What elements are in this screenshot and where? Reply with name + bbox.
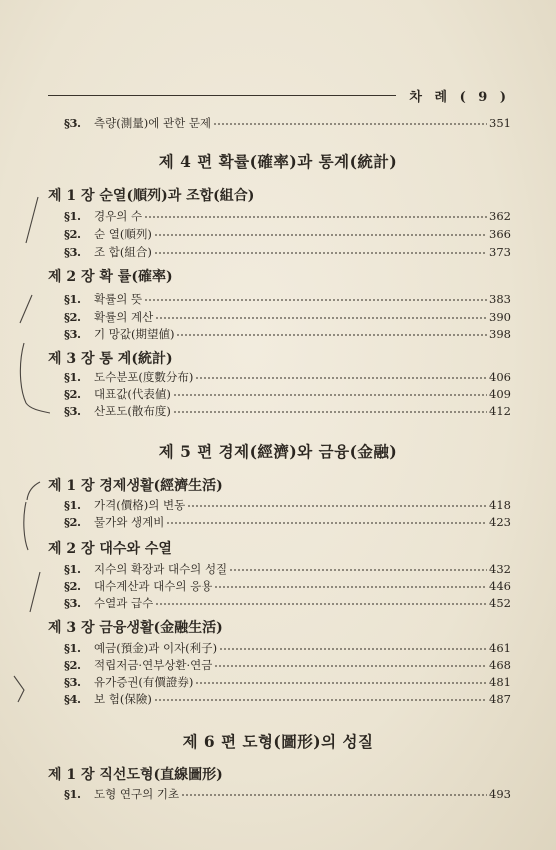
section-number: §3. — [64, 116, 81, 130]
toc-entry — [64, 596, 511, 611]
toc-entry — [64, 515, 511, 530]
chapter-heading: 제 1 장 순열(順列)과 조합(組合) — [48, 188, 255, 204]
dot-leader — [213, 120, 487, 128]
dot-leader — [166, 519, 487, 527]
section-title: 수열과 급수 — [94, 596, 154, 610]
page-number: 487 — [489, 692, 511, 706]
part-heading: 제 5 편 경제(經濟)와 금융(金融) — [158, 442, 398, 461]
section-number: §2. — [64, 227, 81, 241]
page-number: 362 — [489, 209, 511, 223]
page-number: 423 — [489, 515, 511, 529]
toc-entry — [64, 562, 511, 577]
dot-leader — [219, 645, 487, 653]
chapter-heading: 제 3 장 금융생활(金融生活) — [48, 620, 223, 636]
header-rule — [48, 95, 396, 96]
section-number: §2. — [64, 658, 81, 672]
page-number: 418 — [489, 498, 511, 512]
section-number: §1. — [64, 787, 81, 801]
dot-leader — [173, 408, 487, 416]
page-number: 383 — [489, 292, 511, 306]
toc-entry — [64, 227, 511, 242]
page-number: 452 — [489, 596, 511, 610]
section-title: 대표값(代表値) — [94, 387, 171, 401]
section-number: §1. — [64, 209, 81, 223]
section-title: 지수의 확장과 대수의 성질 — [94, 562, 228, 576]
dot-leader — [154, 249, 487, 257]
page-number: 398 — [489, 327, 511, 341]
toc-entry — [64, 498, 511, 513]
section-number: §2. — [64, 387, 81, 401]
section-number: §3. — [64, 327, 81, 341]
page-number: 493 — [489, 787, 511, 801]
header-label: 차 례 ( 9 ) — [409, 90, 510, 105]
toc-entry — [64, 292, 511, 307]
dot-leader — [181, 791, 487, 799]
dot-leader — [154, 696, 487, 704]
chapter-heading: 제 3 장 통 계(統計) — [48, 351, 173, 367]
dot-leader — [154, 231, 487, 239]
toc-entry — [64, 245, 511, 260]
section-title: 경우의 수 — [94, 209, 143, 223]
page-header — [48, 86, 518, 105]
section-title: 가격(價格)의 변동 — [94, 498, 186, 512]
section-number: §1. — [64, 292, 81, 306]
toc-entry — [64, 658, 511, 673]
section-number: §1. — [64, 498, 81, 512]
toc-entry — [64, 692, 511, 707]
dot-leader — [214, 583, 487, 591]
section-title: 조 합(組合) — [94, 245, 152, 259]
page-number: 366 — [489, 227, 511, 241]
page-number: 412 — [489, 404, 511, 418]
pencil-marks-part5 — [10, 480, 50, 710]
toc-entry — [64, 675, 511, 690]
chapter-heading: 제 1 장 경제생활(經濟生活) — [48, 478, 223, 494]
toc-entry — [64, 641, 511, 656]
page-number: 409 — [489, 387, 511, 401]
page-number: 446 — [489, 579, 511, 593]
section-number: §4. — [64, 692, 81, 706]
section-number: §1. — [64, 641, 81, 655]
section-title: 확률의 뜻 — [94, 292, 143, 306]
toc-entry — [64, 327, 511, 342]
page-number: 390 — [489, 310, 511, 324]
section-title: 도형 연구의 기초 — [94, 787, 180, 801]
dot-leader — [155, 314, 487, 322]
dot-leader — [187, 502, 487, 510]
section-title: 순 열(順列) — [94, 227, 152, 241]
section-title: 기 망값(期望値) — [94, 327, 175, 341]
page-number: 432 — [489, 562, 511, 576]
page-number: 373 — [489, 245, 511, 259]
page-number: 351 — [489, 116, 511, 130]
dot-leader — [173, 391, 487, 399]
section-title: 확률의 계산 — [94, 310, 154, 324]
dot-leader — [144, 296, 487, 304]
toc-entry — [64, 387, 511, 402]
page-number: 481 — [489, 675, 511, 689]
dot-leader — [144, 213, 487, 221]
chapter-heading: 제 2 장 확 률(確率) — [48, 269, 173, 285]
section-number: §1. — [64, 370, 81, 384]
section-number: §1. — [64, 562, 81, 576]
dot-leader — [195, 679, 487, 687]
page-number: 461 — [489, 641, 511, 655]
chapter-heading: 제 1 장 직선도형(直線圖形) — [48, 767, 223, 783]
toc-entry — [64, 579, 511, 594]
section-number: §2. — [64, 310, 81, 324]
toc-entry — [64, 209, 511, 224]
part-heading: 제 6 편 도형(圖形)의 성질 — [182, 732, 374, 751]
section-number: §3. — [64, 596, 81, 610]
section-title: 도수분포(度數分布) — [94, 370, 194, 384]
section-number: §2. — [64, 579, 81, 593]
section-title: 물가와 생계비 — [94, 515, 165, 529]
section-title: 측량(測量)에 관한 문제 — [94, 116, 212, 130]
chapter-heading: 제 2 장 대수와 수열 — [48, 541, 172, 557]
dot-leader — [155, 600, 487, 608]
section-title: 적립저금·연부상환·연금 — [94, 658, 213, 672]
page-number: 468 — [489, 658, 511, 672]
dot-leader — [214, 662, 487, 670]
toc-entry — [64, 310, 511, 325]
dot-leader — [195, 374, 487, 382]
section-title: 산포도(散布度) — [94, 404, 171, 418]
section-number: §2. — [64, 515, 81, 529]
toc-entry — [64, 370, 511, 385]
page-number: 406 — [489, 370, 511, 384]
part-heading: 제 4 편 확률(確率)과 통계(統計) — [158, 152, 398, 171]
pencil-marks-part4 — [10, 195, 50, 435]
dot-leader — [176, 331, 487, 339]
section-title: 보 험(保險) — [94, 692, 152, 706]
section-title: 대수계산과 대수의 응용 — [94, 579, 213, 593]
section-number: §3. — [64, 245, 81, 259]
toc-entry — [64, 116, 511, 131]
section-number: §3. — [64, 404, 81, 418]
section-title: 유가증권(有價證券) — [94, 675, 194, 689]
section-number: §3. — [64, 675, 81, 689]
toc-entry — [64, 404, 511, 419]
section-title: 예금(預金)과 이자(利子) — [94, 641, 218, 655]
toc-entry — [64, 787, 511, 802]
dot-leader — [229, 566, 487, 574]
